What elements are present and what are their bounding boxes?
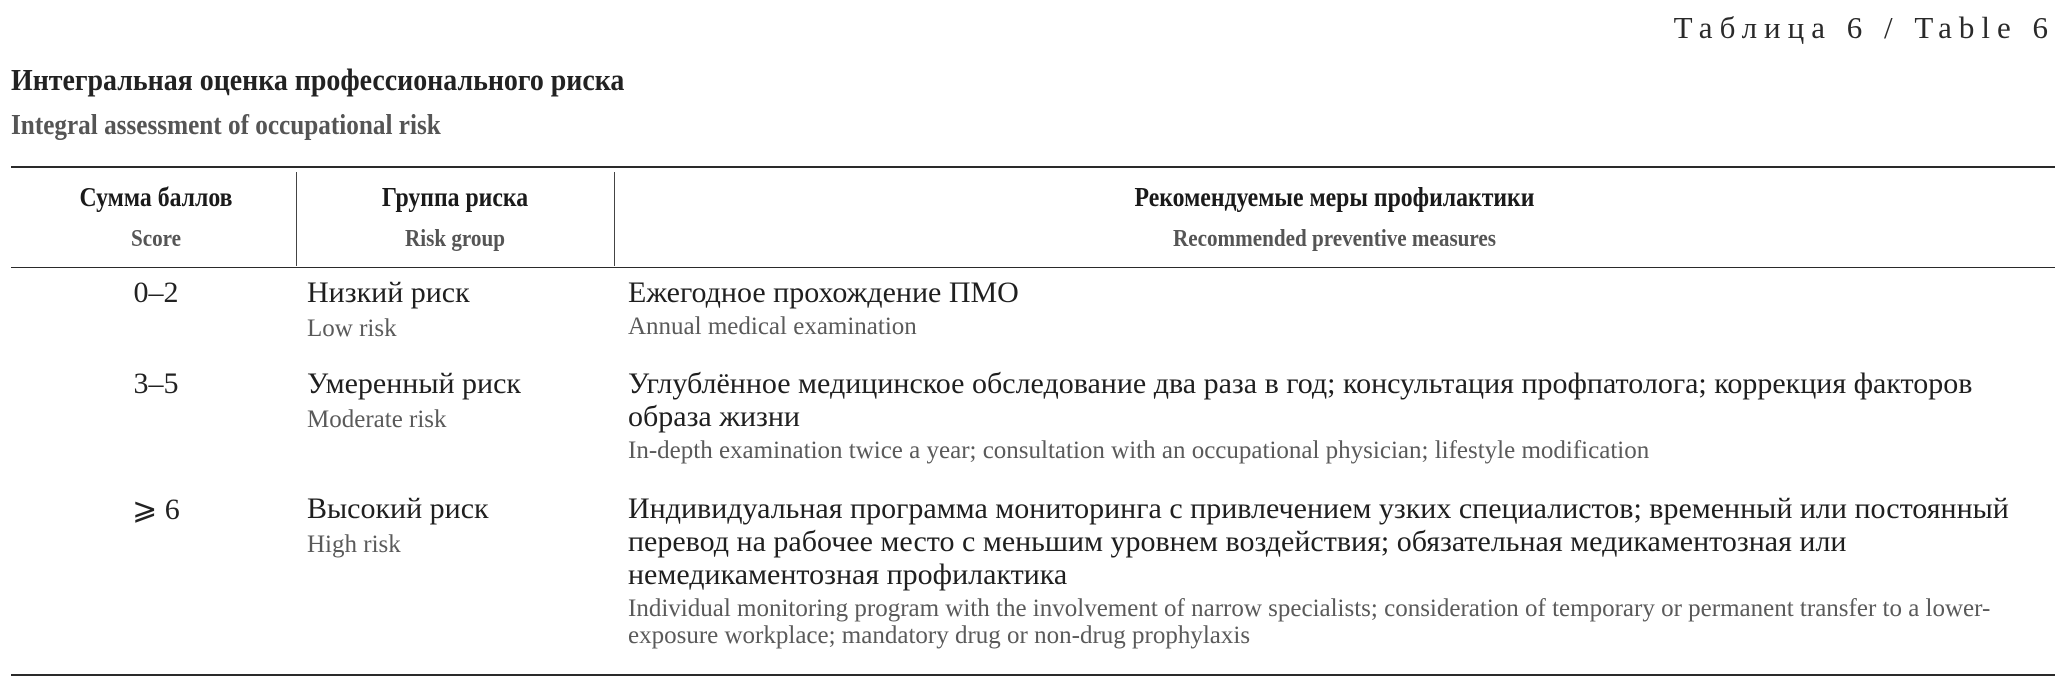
risk-group-en: Moderate risk <box>307 406 447 433</box>
column-divider-2 <box>614 172 615 266</box>
risk-group-cell <box>307 276 607 342</box>
risk-group-ru: Высокий риск <box>307 492 489 525</box>
column-header-score <box>41 182 272 254</box>
table-bottom-rule <box>11 674 2055 676</box>
table-header-rule <box>11 267 2055 268</box>
measures-en: In-depth examination twice a year; consultation with an occupational physician; lifestyle modification <box>628 437 1650 464</box>
risk-group-ru: Умеренный риск <box>307 367 521 400</box>
table-top-rule <box>11 166 2055 168</box>
measures-ru: Ежегодное прохождение ПМО <box>628 276 1019 309</box>
risk-group-en: High risk <box>307 531 401 558</box>
table-title-ru: Интегральная оценка профессионального риска <box>11 62 625 97</box>
column-header-risk-group <box>315 182 595 254</box>
column-header-measures-ru: Рекомендуемые меры профилактики <box>1134 182 1535 212</box>
risk-group-cell <box>307 492 607 558</box>
column-header-risk-group-ru: Группа риска <box>381 182 529 212</box>
measures-cell <box>628 492 2043 649</box>
table-number-label: Таблица 6 / Table 6 <box>1673 10 2055 45</box>
measures-ru: Углублённое медицинское обследование два раза в год; консультация профпатолога; коррекция факторов образа жизни <box>628 367 1973 433</box>
measures-en: Individual monitoring program with the involvement of narrow specialists; consideration of temporary or permanent transfer to a lower-exposure workplace; mandatory drug or non-drug prophylaxis <box>628 595 1991 649</box>
column-divider-1 <box>296 172 297 266</box>
column-header-measures-en: Recommended preventive measures <box>1172 226 1496 252</box>
measures-en: Annual medical examination <box>628 313 917 340</box>
column-header-risk-group-en: Risk group <box>405 226 505 252</box>
score-cell: ⩾ 6 <box>132 493 180 526</box>
score-cell: 0–2 <box>133 276 179 309</box>
column-header-score-ru: Сумма баллов <box>79 182 233 212</box>
measures-cell <box>628 367 2043 464</box>
risk-group-en: Low risk <box>307 315 397 342</box>
risk-group-cell <box>307 367 607 433</box>
measures-cell <box>628 276 2043 340</box>
score-cell: 3–5 <box>133 367 179 400</box>
column-header-measures <box>700 182 1968 254</box>
column-header-score-en: Score <box>130 226 182 252</box>
measures-ru: Индивидуальная программа мониторинга с привлечением узких специалистов; временный или постоянный перевод на рабочее место с меньшим уровнем воздействия; обязательная медикаментозная или немедикаментозная профилактика <box>628 492 2009 591</box>
table-title-en: Integral assessment of occupational risk <box>11 110 441 141</box>
risk-group-ru: Низкий риск <box>307 276 470 309</box>
